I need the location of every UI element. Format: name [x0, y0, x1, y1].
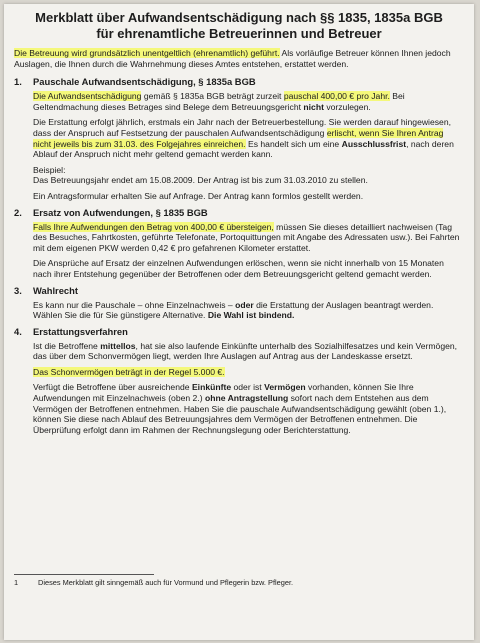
s4-p2-highlight: Das Schonvermögen beträgt in der Regel 5.000 €.: [33, 366, 225, 377]
section-1-number: 1.: [14, 76, 22, 88]
s2-paragraph-1: [33, 222, 460, 254]
intro-highlight: Die Betreuung wird grundsätzlich unentgeltlich (ehrenamtlich) geführt.: [14, 48, 280, 58]
s1-paragraph-2: [33, 117, 460, 159]
s4-p3-text-4: sofort nach dem Entstehen aus dem Vermögen der Betroffenen entnehmen. Haben Sie die pauschale Aufwandsentschädigung gewählt (oben 1.), können Sie diese nach Ablauf des Betreuungsjahres dem Vermögen der Betroffenen entnehmen. Die Überprüfung erfolgt dann im Rahmen der Rechnungslegung oder Berichterstattung.: [33, 393, 447, 435]
s2-p1-text: müssen Sie dieses detailliert nachweisen (Tag des Besuches, Fahrtkosten, geführte Telefonate, Portoquittungen mit Angabe des Adressaten usw.). Bei Fahrten mit dem eigenen PKW werden 0,42 € pro gefahrenen Kilometer erstattet.: [33, 221, 460, 253]
section-2: [4, 207, 474, 280]
s1-example-label: Beispiel:: [33, 164, 66, 175]
section-4: [4, 326, 474, 436]
s3-p1-text-1: Es kann nur die Pauschale – ohne Einzelnachweis –: [33, 299, 236, 310]
s4-p3-bold-3: ohne Antragstellung: [204, 393, 289, 404]
s3-p1-text-2: die Erstattung der Auslagen beantragt werden. Wählen Sie die für Sie günstigere Alternative.: [33, 299, 434, 321]
s4-p3-bold-1: Einkünfte: [191, 382, 232, 393]
s4-p1-text-1: Ist die Betroffene: [33, 340, 101, 351]
s4-p3-text-1: Verfügt die Betroffene über ausreichende: [33, 382, 192, 393]
s1-p1-text-2: Bei Geltendmachung dieses Betrages sind Belege dem Betreuungsgericht: [33, 91, 405, 112]
section-2-number: 2.: [14, 206, 22, 218]
s1-paragraph-4: Ein Antragsformular erhalten Sie auf Anfrage. Der Antrag kann formlos gestellt werden.: [33, 190, 364, 201]
s4-p3-bold-2: Vermögen: [264, 382, 306, 393]
s1-example-text: Das Betreuungsjahr endet am 15.08.2009. Der Antrag ist bis zum 31.03.2010 zu stellen.: [33, 175, 368, 186]
section-3-number: 3.: [14, 284, 22, 296]
s1-p1-highlight-2: pauschal 400,00 € pro Jahr.: [283, 91, 390, 102]
section-1: [4, 76, 474, 201]
section-1-heading: Pauschale Aufwandsentschädigung, § 1835a BGB: [33, 76, 256, 88]
s1-p2-highlight: erlischt, wenn Sie Ihren Antrag nicht jeweils bis zum 31.03. des Folgejahres einreichen.: [33, 127, 444, 149]
s1-p1-text-1: gemäß § 1835a BGB beträgt zurzeit: [141, 91, 284, 102]
document-page: [4, 4, 474, 640]
title-line-2: für ehrenamtliche Betreuerinnen und Betreuer: [96, 26, 382, 41]
intro-paragraph: [4, 48, 474, 69]
s3-p1-bold-2: Die Wahl ist bindend.: [207, 310, 295, 321]
intro-text: Als vorläufige Betreuer können Ihnen jedoch Auslagen, die Ihnen durch die Wahrnehmung dieses Amtes entstehen, erstattet werden.: [14, 48, 451, 69]
footnote-number: 1: [14, 578, 19, 587]
document-title: [14, 10, 464, 42]
section-4-heading: Erstattungsverfahren: [33, 325, 128, 337]
s1-p2-text-1: Die Erstattung erfolgt jährlich, erstmals ein Jahr nach der Betreuerbestellung. Sie werden darauf hingewiesen, dass der Anspruch auf Festsetzung der pauschalen Aufwandsentschädigung: [33, 117, 451, 138]
s4-p1-bold: mittellos: [100, 340, 136, 351]
s1-p1-highlight-1: Die Aufwandsentschädigung: [33, 91, 142, 102]
s4-paragraph-1: [33, 341, 460, 362]
section-3: [4, 285, 474, 321]
s3-paragraph-1: [33, 300, 460, 321]
section-2-heading: Ersatz von Aufwendungen, § 1835 BGB: [33, 206, 208, 218]
s1-paragraph-1: [33, 91, 460, 112]
s1-p1-bold: nicht: [303, 101, 324, 112]
s4-paragraph-3: [33, 382, 460, 435]
s1-p1-text-3: vorzulegen.: [323, 101, 371, 112]
footnote-divider: [14, 574, 154, 575]
footnote: [14, 578, 293, 587]
s4-p3-text-3: vorhanden, können Sie Ihre Aufwendungen mit Einzelnachweis (oben 2.): [33, 382, 414, 404]
s4-p3-text-2: oder ist: [231, 382, 265, 393]
s1-p2-bold: Ausschlussfrist: [341, 138, 407, 149]
s2-p1-highlight: Falls Ihre Aufwendungen den Betrag von 400,00 € übersteigen,: [33, 221, 274, 232]
s3-p1-bold-1: oder: [235, 299, 254, 310]
footnote-text: Dieses Merkblatt gilt sinngemäß auch für Vormund und Pflegerin bzw. Pfleger.: [38, 578, 294, 587]
s4-p1-text-2: , hat sie also laufende Einkünfte unterhalb des Sozialhilfesatzes und kein Vermögen, das über dem Schonvermögen liegt, werden Ihre Auslagen auf Antrag aus der Landeskasse ersetzt.: [33, 340, 458, 362]
title-line-1: Merkblatt über Aufwandsentschädigung nach §§ 1835, 1835a BGB: [35, 10, 443, 25]
s1-p2-text-3: , nach deren Ablauf der Anspruch nicht mehr geltend gemacht werden kann.: [33, 138, 454, 160]
section-3-heading: Wahlrecht: [33, 284, 78, 296]
s4-paragraph-2: [33, 367, 460, 378]
s1-p2-text-2: Es handelt sich um eine: [245, 138, 342, 149]
s2-paragraph-2: Die Ansprüche auf Ersatz der einzelnen Aufwendungen erlöschen, wenn sie nicht innerhalb von 15 Monaten nach ihrer Entstehung gegenüber der Betroffenen oder dem Betreuungsgericht geltend gemacht werden.: [33, 258, 444, 279]
section-4-number: 4.: [14, 325, 22, 337]
